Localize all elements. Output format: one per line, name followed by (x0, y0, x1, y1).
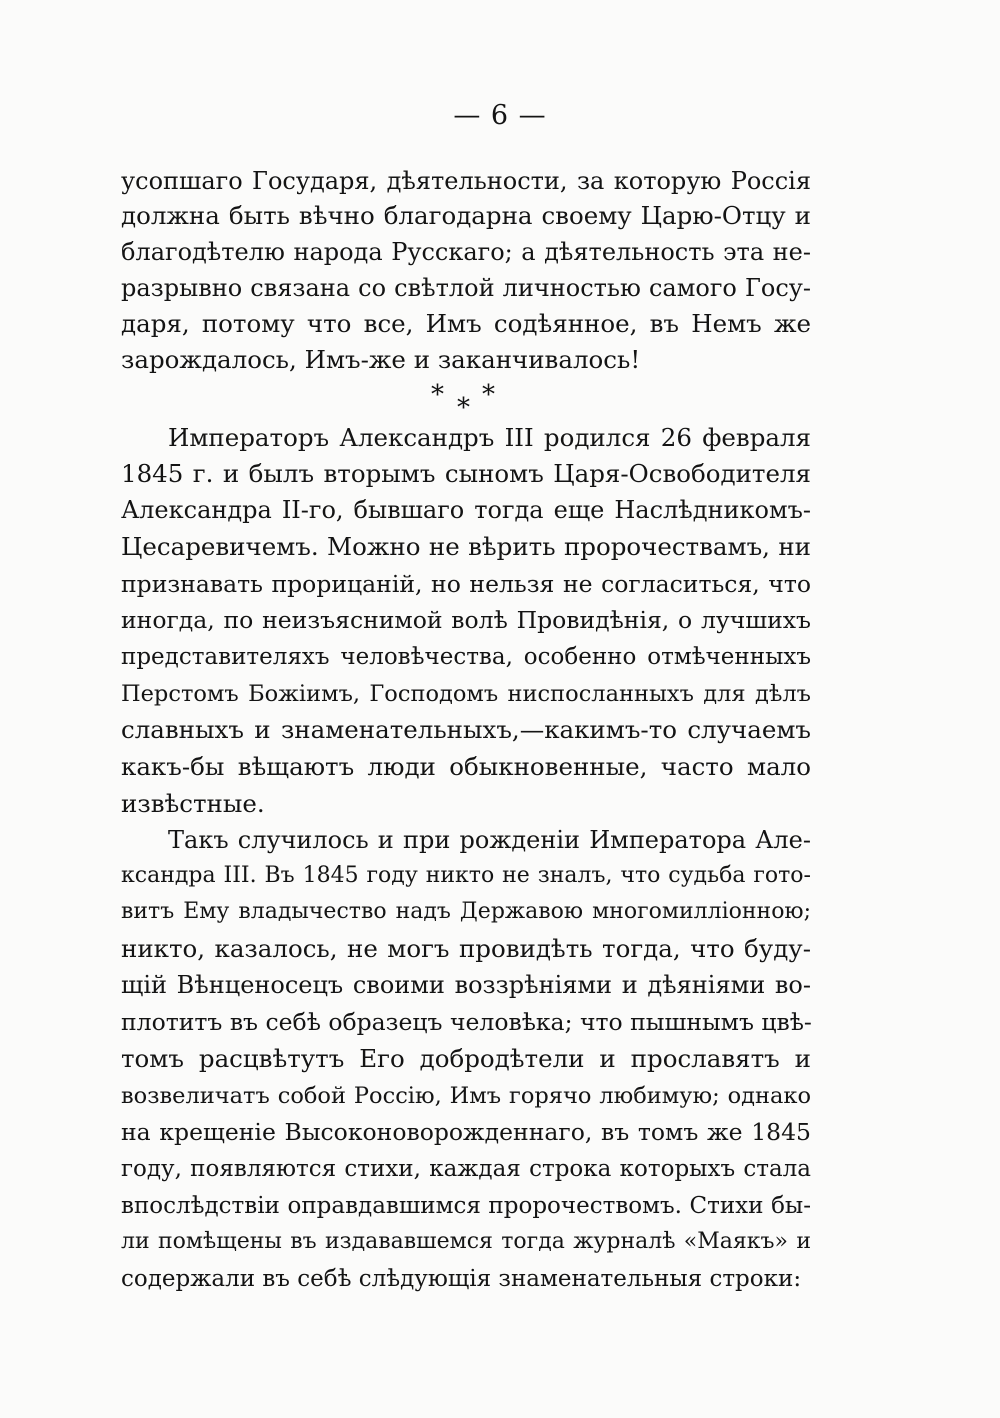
text-line: благодѣтелю народа Русскаго; а дѣятельность эта не- (121, 238, 811, 266)
text-line: томъ расцвѣтутъ Его добродѣтели и прославятъ и (121, 1044, 811, 1073)
text-line: щій Вѣнценосецъ своими воззрѣніями и дѣяніями во- (121, 971, 811, 999)
text-line: Цесаревичемъ. Можно не вѣрить пророчествамъ, ни (121, 532, 811, 561)
text-line: зарождалось, Имъ-же и заканчивалось! (121, 345, 641, 374)
text-line: на крещеніе Высоконоворожденнаго, въ томъ же 1845 (121, 1118, 811, 1146)
text-line: ксандра III. Въ 1845 году никто не зналъ, что судьба гото- (121, 863, 811, 888)
text-line: впослѣдствіи оправдавшимся пророчествомъ. Стихи бы- (121, 1193, 811, 1219)
page-number-header: — 6 — (453, 100, 547, 131)
text-line: иногда, по неизъяснимой волѣ Провидѣнія, о лучшихъ (121, 606, 811, 634)
text-line: славныхъ и знаменательныхъ,—какимъ-то случаемъ (121, 715, 811, 744)
text-line: никто, казалось, не могъ провидѣть тогда, что буду- (121, 934, 811, 963)
text-line: ли помѣщены въ издававшемся тогда журналѣ «Маякъ» и (121, 1229, 811, 1254)
text-line: Императоръ Александръ III родился 26 февраля (168, 423, 811, 452)
text-line: Перстомъ Божіимъ, Господомъ ниспосланныхъ для дѣлъ (121, 681, 811, 707)
text-line: извѣстные. (121, 789, 265, 818)
text-line: плотитъ въ себѣ образецъ человѣка; что пышнымъ цвѣ- (121, 1008, 812, 1036)
text-line: возвеличатъ собой Россію, Имъ горячо любимую; однако (121, 1083, 811, 1109)
text-line: даря, потому что все, Имъ содѣянное, въ Немъ же (121, 309, 811, 338)
text-line: какъ-бы вѣщаютъ люди обыкновенные, часто мало (121, 752, 811, 781)
text-line: году, появляются стихи, каждая строка которыхъ стала (121, 1156, 811, 1182)
separator-star-left: * (431, 380, 444, 410)
text-line: Такъ случилось и при рожденіи Императора Але- (168, 826, 811, 854)
text-line: 1845 г. и былъ вторымъ сыномъ Царя-Освободителя (121, 459, 811, 488)
section-separator (0, 380, 1000, 424)
text-line: Александра II-го, бывшаго тогда еще Наслѣдникомъ- (121, 496, 811, 524)
text-line: признавать прорицаній, но нельзя не согласиться, что (121, 570, 811, 598)
separator-star-center: * (457, 393, 470, 423)
text-line: усопшаго Государя, дѣятельности, за которую Россія (121, 167, 811, 195)
text-line: представителяхъ человѣчества, особенно отмѣченныхъ (121, 644, 811, 670)
text-line: должна быть вѣчно благодарна своему Царю-Отцу и (121, 201, 811, 230)
text-line: содержали въ себѣ слѣдующія знаменательныя строки: (121, 1266, 802, 1292)
text-line: разрывно связана со свѣтлой личностью самого Госу- (121, 274, 811, 302)
separator-star-right: * (482, 380, 495, 410)
text-line: витъ Ему владычество надъ Державою многомилліонною; (121, 899, 811, 924)
